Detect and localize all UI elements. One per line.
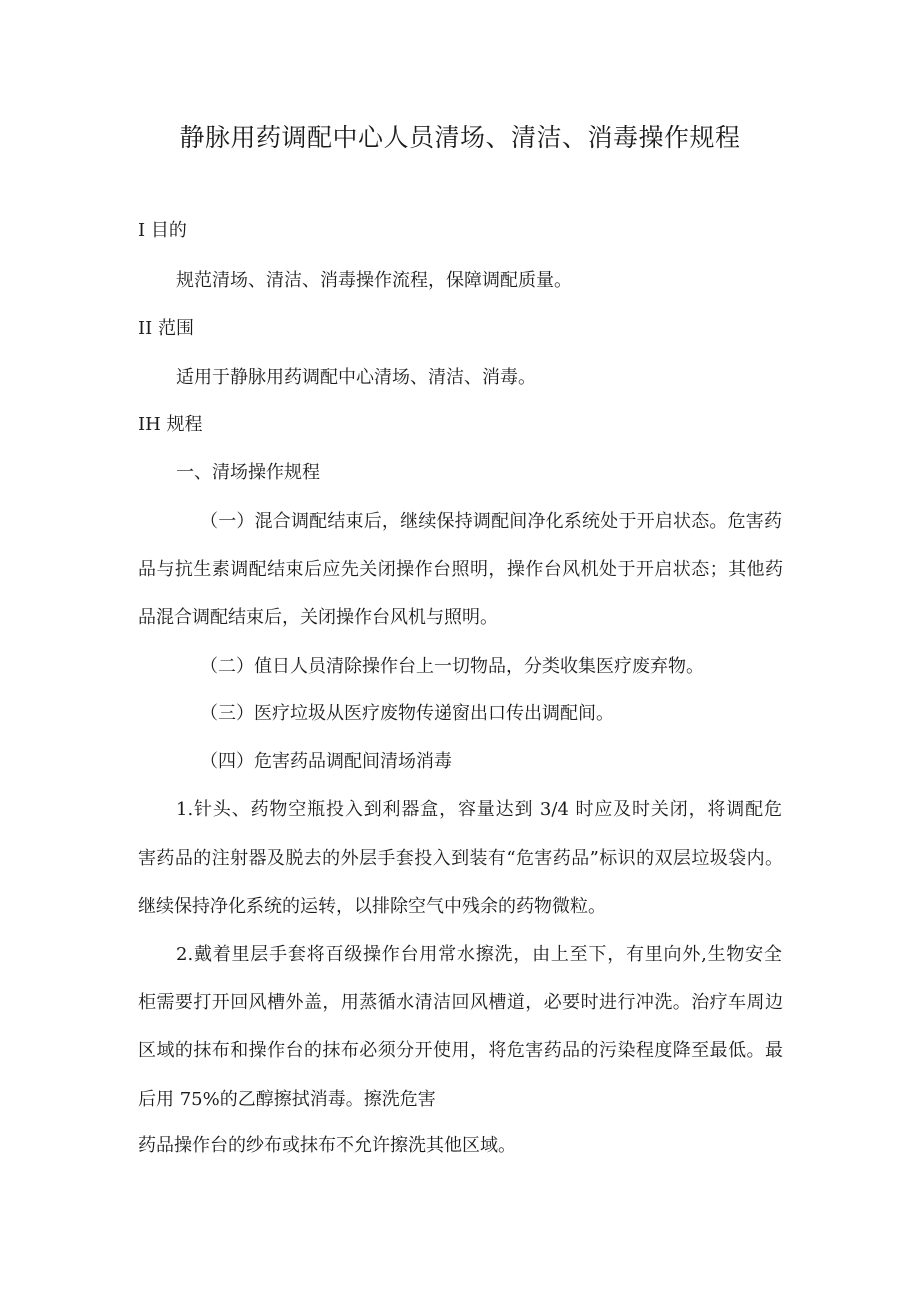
procedure-heading: IH 规程 [138, 414, 203, 435]
step2-line: 区域的抹布和操作台的抹布必须分开使用，将危害药品的污染程度降至最低。最 [138, 1040, 783, 1061]
item1-line: （一）混合调配结束后，继续保持调配间净化系统处于开启状态。危害药 [200, 511, 782, 532]
scope-text: 适用于静脉用药调配中心清场、清洁、消毒。 [176, 367, 536, 388]
document-title: 静脉用药调配中心人员清场、清洁、消毒操作规程 [179, 123, 741, 152]
item1-line: 品与抗生素调配结束后应先关闭操作台照明，操作台风机处于开启状态；其他药 [138, 559, 783, 580]
step1-line: 继续保持净化系统的运转，以排除空气中残余的药物微粒。 [138, 896, 606, 917]
item2-text: （二）值日人员清除操作台上一切物品，分类收集医疗废弃物。 [200, 656, 704, 677]
purpose-heading: I 目的 [138, 220, 187, 241]
step2-line: 后用 75%的乙醇擦拭消毒。擦洗危害 [138, 1089, 436, 1110]
step2-line: 药品操作台的纱布或抹布不允许擦洗其他区域。 [138, 1135, 516, 1156]
step2-line: 2.戴着里层手套将百级操作台用常水擦洗，由上至下，有里向外,生物安全 [176, 944, 782, 965]
purpose-text: 规范清场、清洁、消毒操作流程，保障调配质量。 [176, 270, 572, 291]
step1-line: 1.针头、药物空瓶投入到利器盒，容量达到 3/4 时应及时关闭，将调配危 [176, 799, 782, 820]
scope-heading: II 范围 [138, 318, 194, 339]
item4-text: （四）危害药品调配间清场消毒 [200, 751, 452, 772]
item1-line: 品混合调配结束后，关闭操作台风机与照明。 [138, 607, 498, 628]
step1-line: 害药品的注射器及脱去的外层手套投入到装有“危害药品”标识的双层垃圾袋内。 [138, 848, 783, 869]
item3-text: （三）医疗垃圾从医疗废物传递窗出口传出调配间。 [200, 703, 614, 724]
step2-line: 柜需要打开回风槽外盖，用蒸循水清洁回风槽道，必要时进行冲洗。治疗车周边 [138, 992, 783, 1013]
procedure-subheading: 一、清场操作规程 [176, 462, 320, 483]
